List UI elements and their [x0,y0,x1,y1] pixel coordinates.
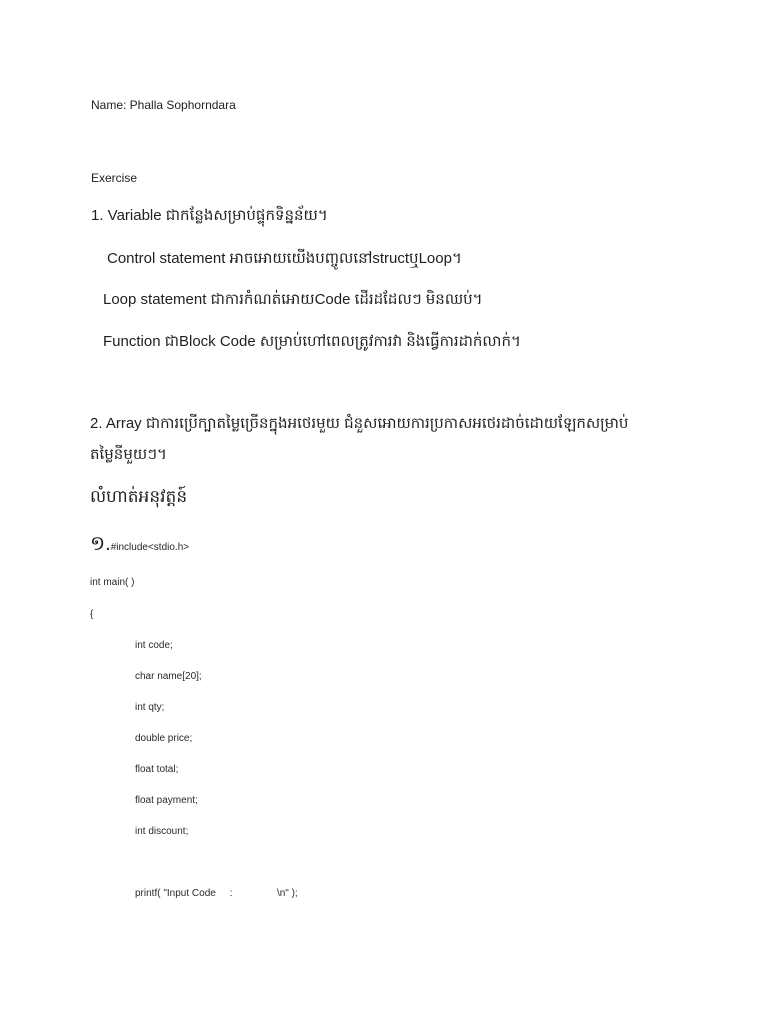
exercise-label: Exercise [91,171,138,185]
code-line: printf( "Input Code : \n" ); [135,888,298,899]
answer-function: Function ជាBlock Code សម្រាប់ហៅពេលត្រូវការវា និងធ្វើការដាក់លាក់។ [103,333,521,350]
answer-variable: 1. Variable ជាកន្លែងសម្រាប់ផ្ទុកទិន្នន័យ។ [91,207,328,224]
code-number: ១. [90,533,111,555]
code-line: int discount; [135,826,189,837]
answer-array-line-1: 2. Array ជាការប្រើក្បាតម្លៃច្រើនក្នុងអថេរមួយ ជំនួសអោយការប្រកាសអថេរដាច់ដោយឡែកសម្រាប់ [90,415,629,432]
code-include: #include<stdio.h> [110,542,190,553]
code-line: double price; [135,733,193,744]
code-line: char name[20]; [135,671,202,682]
code-line: int qty; [135,702,165,713]
answer-control-statement: Control statement អាចអោយយើងបញ្ចូលនៅstructឬLoop។ [107,250,462,267]
answer-array-line-2: តម្លៃនីមួយៗ។ [90,446,167,463]
answer-loop-statement: Loop statement ជាការកំណត់អោយCode ដើរដដែលៗ មិនឈប់។ [103,291,483,308]
code-include-line [90,530,189,560]
code-line: int main( ) [90,577,135,588]
code-line: int code; [135,640,173,651]
code-line: float payment; [135,795,198,806]
student-name-line: Name: Phalla Sophorndara [91,98,236,112]
code-line: float total; [135,764,179,775]
practice-heading: លំហាត់អនុវត្តន៍ [90,487,188,506]
code-line: { [90,609,94,620]
